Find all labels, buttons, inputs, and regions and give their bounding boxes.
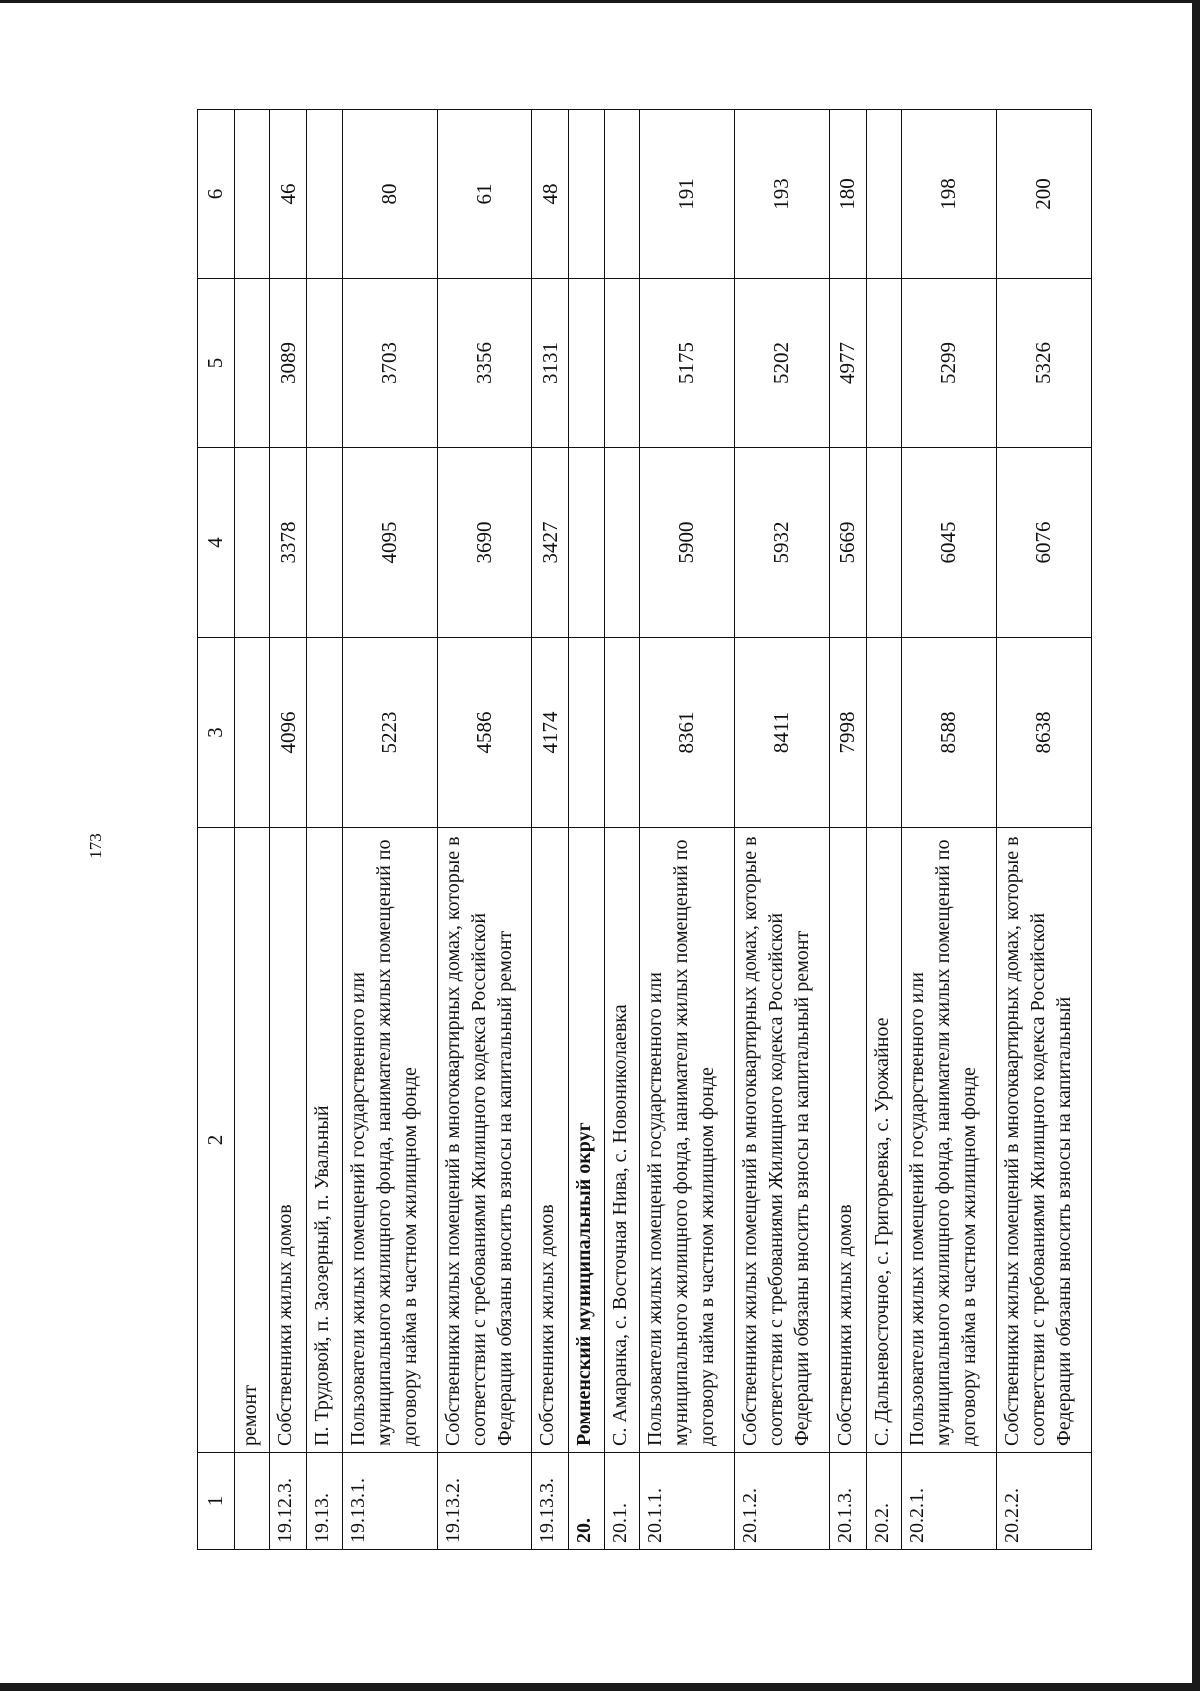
table-row: [307, 110, 342, 1550]
row-code-cell: [234, 1453, 269, 1550]
row-value-col5: 3089: [270, 279, 307, 448]
row-value-col5: 5202: [734, 279, 829, 448]
row-value-col6: 191: [640, 110, 735, 279]
row-description-cell: С. Дальневосточное, с. Григорьевка, с. Урожайное: [866, 828, 901, 1453]
row-value-col6: [307, 110, 342, 279]
row-code-cell: 20.: [569, 1453, 604, 1550]
row-value-col5: 5299: [902, 279, 997, 448]
row-value-col3: 8638: [997, 638, 1092, 828]
row-value-col3: [569, 638, 604, 828]
header-row: [198, 110, 235, 1550]
row-description-cell: Собственники жилых помещений в многоквартирных домах, которые в соответствии с требованиями Жилищного кодекса Российской Федерации обязаны вносить взносы на капитальный: [997, 828, 1092, 1453]
row-value-col3: [866, 638, 901, 828]
row-value-col4: [307, 448, 342, 638]
table-row: [997, 110, 1092, 1550]
row-value-col4: 5669: [829, 448, 866, 638]
table-row: [270, 110, 307, 1550]
table-row: [902, 110, 997, 1550]
row-value-col5: [866, 279, 901, 448]
row-value-col3: 5223: [342, 638, 437, 828]
scan-border-right: [1192, 0, 1200, 1691]
row-value-col6: [604, 110, 639, 279]
row-value-col3: [234, 638, 269, 828]
row-value-col3: 4096: [270, 638, 307, 828]
row-code-cell: 19.13.1.: [342, 1453, 437, 1550]
row-description-cell: Пользователи жилых помещений государственного или муниципального жилищного фонда, наниматели жилых помещений по договору найма в частном жилищном фонде: [902, 828, 997, 1453]
row-code-cell: 20.2.: [866, 1453, 901, 1550]
row-value-col4: 3378: [270, 448, 307, 638]
row-value-col6: [234, 110, 269, 279]
row-value-col5: 5175: [640, 279, 735, 448]
row-value-col3: 4586: [437, 638, 532, 828]
row-description-cell: Пользователи жилых помещений государственного или муниципального жилищного фонда, наниматели жилых помещений по договору найма в частном жилищном фонде: [342, 828, 437, 1453]
row-code-cell: 20.1.2.: [734, 1453, 829, 1550]
row-description-cell: П. Трудовой, п. Заозерный, п. Увальный: [307, 828, 342, 1453]
tariff-table: [197, 109, 1092, 1550]
table-row: [437, 110, 532, 1550]
row-description-cell: ремонт: [234, 828, 269, 1453]
row-value-col6: 193: [734, 110, 829, 279]
row-value-col4: 5900: [640, 448, 735, 638]
header-cell-5: 5: [198, 279, 235, 448]
row-value-col4: [569, 448, 604, 638]
row-description-cell: С. Амаранка, с. Восточная Нива, с. Новониколаевка: [604, 828, 639, 1453]
row-value-col6: 198: [902, 110, 997, 279]
header-cell-3: 3: [198, 638, 235, 828]
row-code-cell: 20.1.: [604, 1453, 639, 1550]
page-number: 173: [86, 833, 105, 859]
row-value-col4: 3427: [532, 448, 569, 638]
row-value-col3: 7998: [829, 638, 866, 828]
row-value-col4: 6045: [902, 448, 997, 638]
row-code-cell: 20.1.3.: [829, 1453, 866, 1550]
row-description-cell: Ромненский муниципальный округ: [569, 828, 604, 1453]
row-value-col5: 3356: [437, 279, 532, 448]
row-value-col3: [307, 638, 342, 828]
row-description-cell: Собственники жилых домов: [829, 828, 866, 1453]
row-value-col5: 3703: [342, 279, 437, 448]
row-value-col5: [307, 279, 342, 448]
table-row: [234, 110, 269, 1550]
row-code-cell: 20.2.1.: [902, 1453, 997, 1550]
row-value-col6: 48: [532, 110, 569, 279]
row-value-col5: 5326: [997, 279, 1092, 448]
row-code-cell: 19.12.3.: [270, 1453, 307, 1550]
row-value-col4: 5932: [734, 448, 829, 638]
row-code-cell: 19.13.3.: [532, 1453, 569, 1550]
table-row: [569, 110, 604, 1550]
row-code-cell: 19.13.: [307, 1453, 342, 1550]
row-value-col3: 8588: [902, 638, 997, 828]
row-description-cell: Собственники жилых помещений в многоквартирных домах, которые в соответствии с требованиями Жилищного кодекса Российской Федерации обязаны вносить взносы на капитальный ремонт: [437, 828, 532, 1453]
header-cell-6: 6: [198, 110, 235, 279]
row-value-col5: [604, 279, 639, 448]
row-value-col4: [604, 448, 639, 638]
row-value-col4: [866, 448, 901, 638]
row-value-col3: 8361: [640, 638, 735, 828]
row-code-cell: 19.13.2.: [437, 1453, 532, 1550]
row-description-cell: Собственники жилых домов: [532, 828, 569, 1453]
row-value-col6: 80: [342, 110, 437, 279]
row-value-col4: 4095: [342, 448, 437, 638]
row-value-col4: 3690: [437, 448, 532, 638]
table-row: [532, 110, 569, 1550]
row-value-col5: 3131: [532, 279, 569, 448]
row-description-cell: Пользователи жилых помещений государственного или муниципального жилищного фонда, наниматели жилых помещений по договору найма в частном жилищном фонде: [640, 828, 735, 1453]
row-value-col3: 4174: [532, 638, 569, 828]
table-row: [342, 110, 437, 1550]
row-value-col5: 4977: [829, 279, 866, 448]
row-value-col4: 6076: [997, 448, 1092, 638]
header-cell-2: 2: [198, 828, 235, 1453]
row-value-col6: 46: [270, 110, 307, 279]
table-body: [198, 110, 1092, 1550]
table-row: [829, 110, 866, 1550]
row-value-col3: [604, 638, 639, 828]
row-value-col6: [569, 110, 604, 279]
row-value-col6: 61: [437, 110, 532, 279]
rotated-table-wrapper: [197, 110, 1092, 1550]
row-value-col4: [234, 448, 269, 638]
scan-border-top: [0, 0, 1200, 3]
row-value-col6: [866, 110, 901, 279]
row-value-col5: [234, 279, 269, 448]
header-cell-4: 4: [198, 448, 235, 638]
row-value-col6: 200: [997, 110, 1092, 279]
row-code-cell: 20.2.2.: [997, 1453, 1092, 1550]
row-description-cell: Собственники жилых помещений в многоквартирных домах, которые в соответствии с требованиями Жилищного кодекса Российской Федерации обязаны вносить взносы на капитальный ремонт: [734, 828, 829, 1453]
table-row: [604, 110, 639, 1550]
row-value-col6: 180: [829, 110, 866, 279]
row-value-col3: 8411: [734, 638, 829, 828]
row-code-cell: 20.1.1.: [640, 1453, 735, 1550]
table-row: [866, 110, 901, 1550]
table-row: [640, 110, 735, 1550]
table-row: [734, 110, 829, 1550]
row-value-col5: [569, 279, 604, 448]
row-description-cell: Собственники жилых домов: [270, 828, 307, 1453]
header-cell-1: 1: [198, 1453, 235, 1550]
scan-border-bottom: [0, 1683, 1200, 1691]
